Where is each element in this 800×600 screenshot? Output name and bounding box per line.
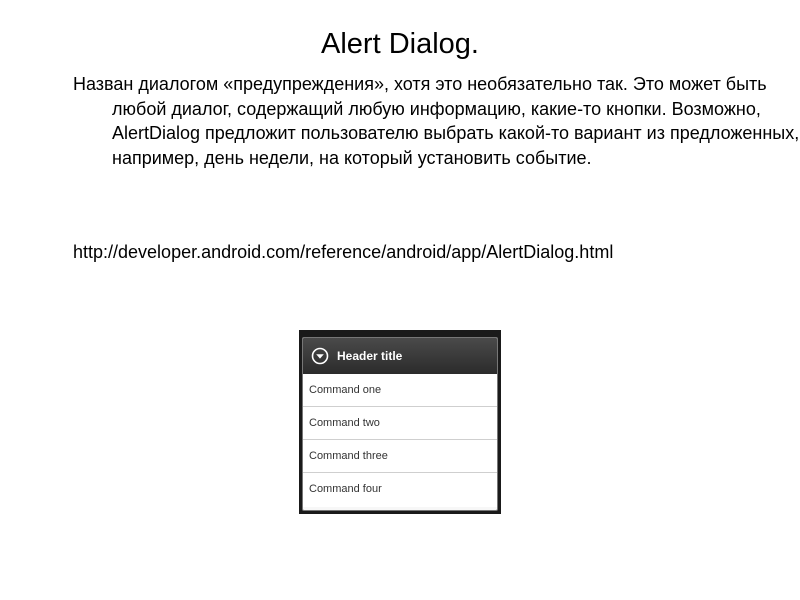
- dialog-header: [303, 338, 497, 374]
- reference-link[interactable]: http://developer.android.com/reference/android/app/AlertDialog.html: [73, 242, 614, 262]
- dialog-header-title: Header title: [337, 349, 403, 363]
- chevron-down-circle-icon: [311, 347, 329, 365]
- command-item-four[interactable]: Command four: [303, 473, 497, 507]
- dialog-screenshot: [299, 330, 501, 514]
- command-item-two[interactable]: Command two: [303, 407, 497, 440]
- command-item-one[interactable]: Command one: [303, 374, 497, 407]
- command-item-three[interactable]: Command three: [303, 440, 497, 473]
- alert-dialog: [302, 337, 498, 511]
- slide-title: Alert Dialog.: [321, 28, 479, 60]
- background-app-text: [319, 329, 479, 337]
- body-paragraph: Назван диалогом «предупреждения», хотя это необязательно так. Это может быть любой диалог, содержащий любую информацию, какие-то кнопки. Возможно, AlertDialog предложит пользователю выбрать какой-то вариант из предложенных, например, день недели, на который установить событие.: [73, 74, 800, 168]
- command-list: [303, 374, 497, 507]
